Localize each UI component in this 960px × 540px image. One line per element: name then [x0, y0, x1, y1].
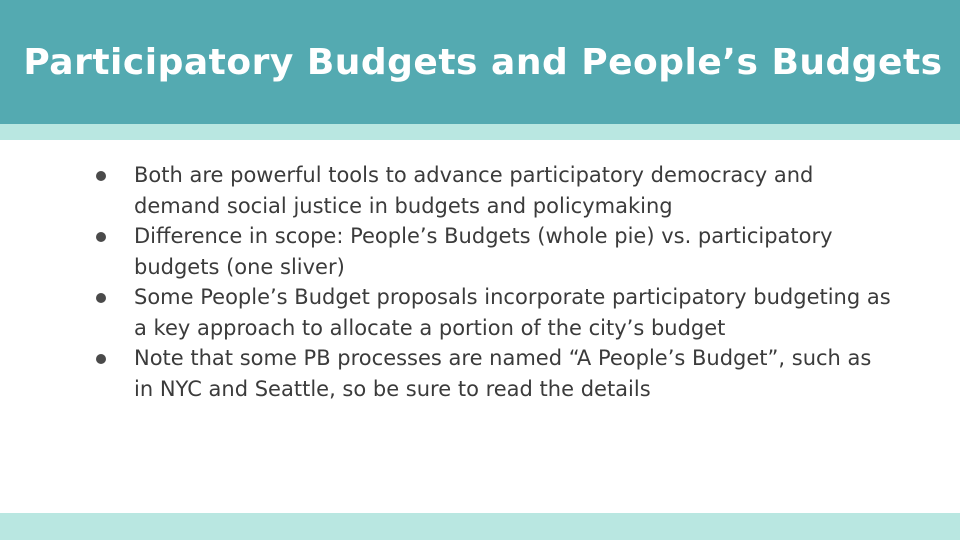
bullet-text: Both are powerful tools to advance participatory democracy and demand social justice in budgets and policymaking [134, 163, 814, 218]
bullet-dot-icon [96, 354, 106, 364]
bullet-item [96, 221, 896, 282]
bullet-dot-icon [96, 293, 106, 303]
accent-band-top [0, 124, 960, 140]
slide-title-text: Participatory Budgets and People’s Budgets [23, 41, 943, 83]
bullet-dot-icon [96, 171, 106, 181]
slide-title [0, 0, 960, 124]
bullet-dot-icon [96, 232, 106, 242]
bullet-text: Some People’s Budget proposals incorporate participatory budgeting as a key approach to allocate a portion of the city’s budget [134, 285, 891, 340]
bullet-text: Difference in scope: People’s Budgets (whole pie) vs. participatory budgets (one sliver) [134, 224, 833, 279]
bullet-list [96, 160, 896, 404]
bullet-item [96, 160, 896, 221]
bullet-text: Note that some PB processes are named “A People’s Budget”, such as in NYC and Seattle, so be sure to read the details [134, 346, 872, 401]
bullet-item [96, 343, 896, 404]
bullet-item [96, 282, 896, 343]
accent-band-bottom [0, 513, 960, 540]
